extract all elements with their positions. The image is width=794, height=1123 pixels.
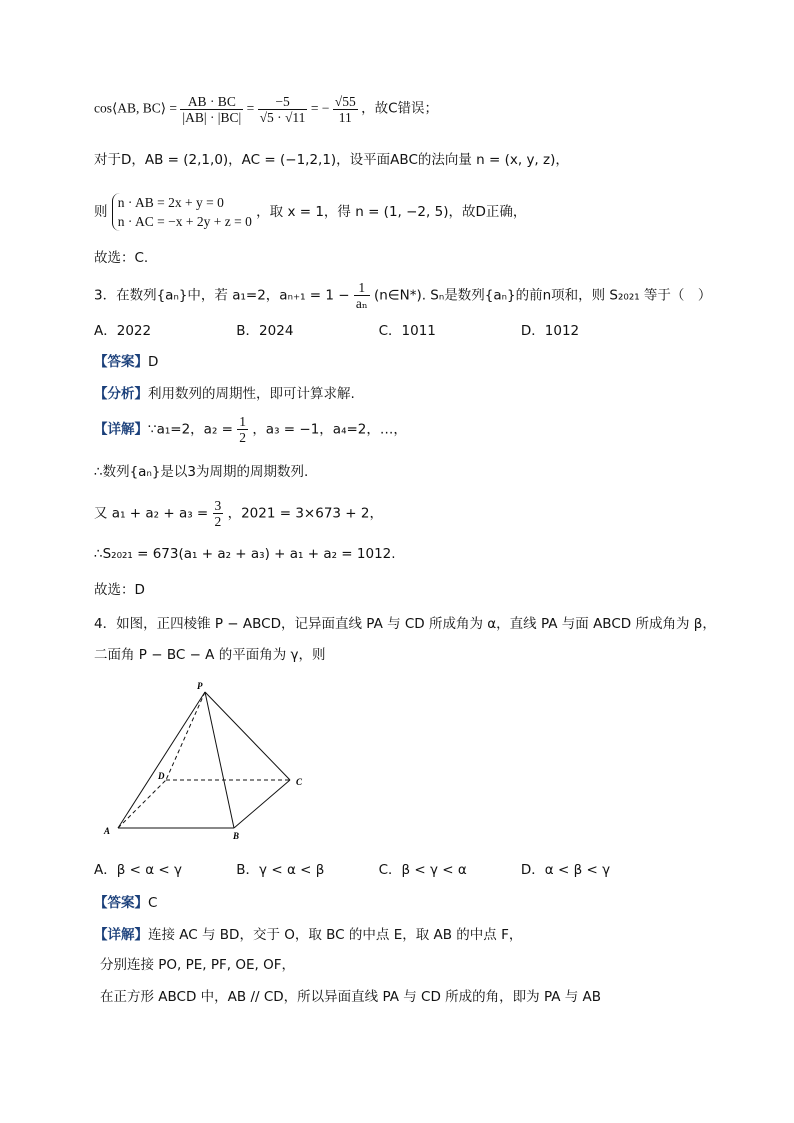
edge-pc bbox=[205, 692, 290, 780]
q4-detail-1: 【详解】连接 AC 与 BD，交于 O，取 BC 的中点 E，取 AB 的中点 F， bbox=[94, 927, 523, 943]
answer-label: 【答案】 bbox=[94, 895, 148, 911]
q3-answer: 【答案】D bbox=[94, 354, 159, 370]
normal-vector-system: 则 n · AB = 2x + y = 0 n · AC = −x + 2y + z = 0 ，取 x = 1，得 n = (1, −2, 5)，故D正确， bbox=[94, 195, 527, 229]
q4-option-d: D．α < β < γ bbox=[520, 862, 611, 878]
q3-recursion-fraction: $\frac{1}{\text{aₙ}}$ bbox=[355, 280, 368, 311]
edge-ad bbox=[118, 780, 166, 828]
cos-fraction-3: $\frac{√55}{11}$ bbox=[334, 94, 356, 125]
cos-tail: ，故C错误； bbox=[361, 100, 439, 117]
analysis-label: 【分析】 bbox=[94, 386, 148, 402]
cos-fraction-1: $\frac{AB \cdot BC}{|AB| \cdot |BC|}$ bbox=[182, 94, 242, 125]
pyramid-figure bbox=[100, 678, 320, 844]
cos-formula-line: cos⟨AB, BC⟩ = $\frac{AB \cdot BC}{|AB| \cdot |BC|}$ = $\frac{-5}{√5 \cdot √11}$ = − $\frac{√55}{11}$ ，故C错误； bbox=[94, 94, 439, 125]
q3-result-line: ∴S₂₀₂₁ = 673(a₁ + a₂ + a₃) + a₁ + a₂ = 1012. bbox=[94, 546, 396, 562]
vertex-label-c: C bbox=[296, 777, 303, 787]
vertex-label-a: A bbox=[104, 826, 111, 836]
cos-fraction-2: $\frac{-5}{√5 \cdot √11}$ bbox=[259, 94, 306, 125]
q3-analysis: 【分析】利用数列的周期性，即可计算求解. bbox=[94, 386, 355, 402]
choose-c-line: 故选：C. bbox=[94, 250, 149, 266]
q4-stem-2: 二面角 P − BC − A 的平面角为 γ，则 bbox=[94, 647, 326, 663]
choose-d-line: 故选：D bbox=[94, 582, 145, 598]
q3-option-c: C．1011 bbox=[378, 323, 436, 339]
q4-detail-3: 在正方形 ABCD 中，AB // CD，所以异面直线 PA 与 CD 所成的角，即为 PA 与 AB bbox=[100, 989, 602, 1005]
q3-sum-fraction: $\frac{3}{2}$ bbox=[214, 498, 222, 529]
vertex-label-d: D bbox=[158, 771, 165, 781]
q3-a2-fraction: $\frac{1}{2}$ bbox=[239, 414, 247, 445]
q4-answer: 【答案】C bbox=[94, 895, 158, 911]
vertex-label-b: B bbox=[233, 831, 240, 841]
q4-stem-1: 4．如图，正四棱锥 P − ABCD，记异面直线 PA 与 CD 所成角为 α，直线 PA 与面 ABCD 所成角为 β， bbox=[94, 616, 716, 632]
q3-option-a: A．2022 bbox=[94, 323, 152, 339]
cos-lhs: cos⟨AB, BC⟩ = bbox=[94, 100, 178, 116]
edge-pd bbox=[166, 692, 205, 780]
q3-detail: 【详解】∵a₁=2，a₂ = $\frac{1}{2}$ ，a₃ = −1，a₄=2，…， bbox=[94, 414, 407, 445]
detail-label: 【详解】 bbox=[94, 421, 148, 438]
q4-option-c: C．β < γ < α bbox=[378, 862, 467, 878]
vertex-label-p: P bbox=[197, 681, 203, 691]
edge-bc bbox=[234, 780, 290, 828]
q3-options bbox=[94, 321, 659, 341]
q3-period-line: ∴数列{aₙ}是以3为周期的周期数列. bbox=[94, 464, 309, 480]
q3-stem: 3．在数列{aₙ}中，若 a₁=2，aₙ₊₁ = 1 − $\frac{1}{\text{aₙ}}$ (n∈N*). Sₙ是数列{aₙ}的前n项和，则 S₂₀₂₁ 等于（ ） bbox=[94, 280, 712, 311]
q3-sum-line: 又 a₁ + a₂ + a₃ = $\frac{3}{2}$ ，2021 = 3×673 + 2， bbox=[94, 498, 383, 529]
q4-detail-2: 分别连接 PO, PE, PF, OE, OF， bbox=[100, 957, 296, 973]
q4-options bbox=[94, 860, 659, 880]
detail-label: 【详解】 bbox=[94, 927, 148, 943]
answer-label: 【答案】 bbox=[94, 354, 148, 370]
option-d-analysis: 对于D，AB = (2,1,0)，AC = (−1,2,1)，设平面ABC的法向量 n = (x, y, z)， bbox=[94, 152, 569, 168]
edge-pa bbox=[118, 692, 205, 828]
equation-system: n · AB = 2x + y = 0 n · AC = −x + 2y + z = 0 bbox=[112, 193, 252, 231]
q4-option-b: B．γ < α < β bbox=[236, 862, 325, 878]
q3-option-b: B．2024 bbox=[236, 323, 294, 339]
edge-pb bbox=[205, 692, 234, 828]
q3-option-d: D．1012 bbox=[520, 323, 580, 339]
q4-option-a: A．β < α < γ bbox=[94, 862, 183, 878]
